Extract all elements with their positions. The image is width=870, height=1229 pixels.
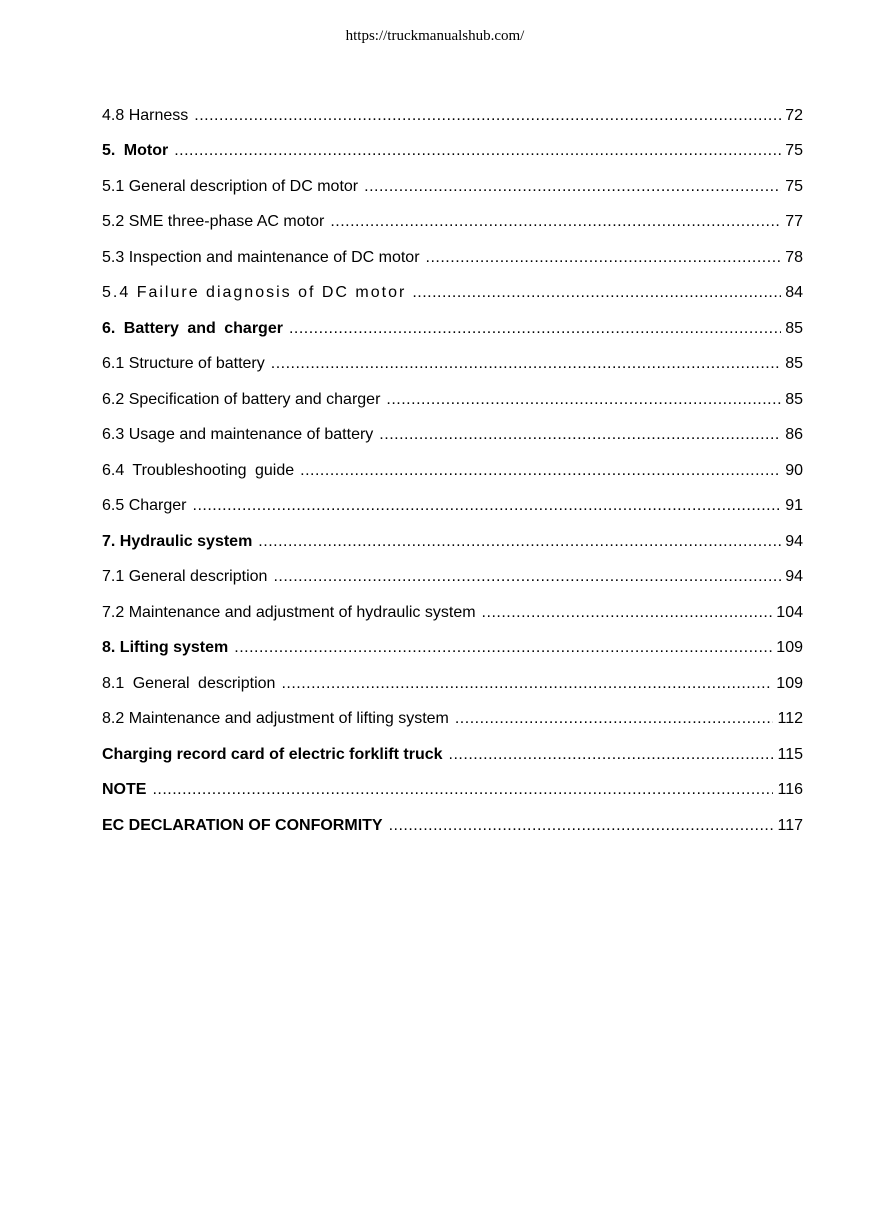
toc-entry-title: 5.4 Failure diagnosis of DC motor (102, 284, 407, 302)
toc-leader-dots (174, 141, 781, 161)
toc-entry-6-4[interactable] (102, 453, 803, 489)
toc-leader-dots (271, 354, 781, 374)
toc-leader-dots (194, 106, 781, 126)
toc-entry-title: 4.8 Harness (102, 106, 189, 124)
toc-leader-dots (364, 177, 781, 197)
toc-entry-page: 117 (777, 816, 803, 834)
toc-leader-dots (258, 532, 781, 552)
toc-entry-title: 6.3 Usage and maintenance of battery (102, 426, 374, 444)
toc-entry-title: 8. Lifting system (102, 639, 229, 657)
toc-leader-dots (412, 283, 781, 303)
toc-entry-title: 8.1 General description (102, 674, 276, 692)
toc-entry-title: 7.1 General description (102, 568, 268, 586)
toc-entry-6-5[interactable] (102, 489, 803, 525)
toc-entry-page: 85 (785, 390, 803, 408)
toc-entry-page: 109 (776, 639, 803, 657)
toc-entry-page: 91 (785, 497, 803, 515)
toc-entry-page: 94 (785, 532, 803, 550)
toc-entry-4-8[interactable] (102, 98, 803, 134)
toc-leader-dots (426, 248, 782, 268)
page-header-url: https://truckmanualshub.com/ (345, 28, 525, 44)
toc-entry-ec-declaration[interactable] (102, 808, 803, 844)
toc-entry-5-4[interactable] (102, 276, 803, 312)
toc-entry-5-1[interactable] (102, 169, 803, 205)
toc-leader-dots (281, 674, 772, 694)
toc-entry-6-3[interactable] (102, 418, 803, 454)
toc-entry-title: 6.2 Specification of battery and charger (102, 390, 381, 408)
toc-leader-dots (482, 603, 773, 623)
toc-entry-title: 6.1 Structure of battery (102, 355, 265, 373)
toc-entry-page: 75 (785, 142, 803, 160)
toc-entry-8-1[interactable] (102, 666, 803, 702)
toc-leader-dots (152, 780, 773, 800)
toc-leader-dots (193, 496, 782, 516)
toc-leader-dots (273, 567, 781, 587)
toc-entry-note[interactable] (102, 773, 803, 809)
toc-entry-6-1[interactable] (102, 347, 803, 383)
toc-leader-dots (289, 319, 781, 339)
toc-leader-dots (455, 709, 774, 729)
toc-entry-8[interactable] (102, 631, 803, 667)
toc-entry-title: 7. Hydraulic system (102, 532, 253, 550)
toc-entry-7-2[interactable] (102, 595, 803, 631)
toc-entry-page: 78 (785, 248, 803, 266)
toc-entry-page: 85 (785, 319, 803, 337)
toc-entry-title: NOTE (102, 781, 147, 799)
toc-leader-dots (449, 745, 774, 765)
toc-entry-page: 75 (785, 177, 803, 195)
toc-entry-title: 8.2 Maintenance and adjustment of lifting system (102, 710, 449, 728)
toc-entry-page: 90 (785, 461, 803, 479)
toc-leader-dots (330, 212, 781, 232)
toc-entry-page: 109 (776, 674, 803, 692)
toc-leader-dots (234, 638, 772, 658)
toc-entry-7-1[interactable] (102, 560, 803, 596)
toc-entry-page: 116 (777, 781, 803, 799)
toc-entry-page: 84 (785, 284, 803, 302)
toc-entry-page: 112 (777, 710, 803, 728)
toc-entry-5-3[interactable] (102, 240, 803, 276)
toc-entry-title: 5.1 General description of DC motor (102, 177, 359, 195)
toc-entry-8-2[interactable] (102, 702, 803, 738)
toc-leader-dots (300, 461, 781, 481)
toc-entry-6[interactable] (102, 311, 803, 347)
toc-entry-7[interactable] (102, 524, 803, 560)
toc-entry-page: 94 (785, 568, 803, 586)
toc-entry-5-2[interactable] (102, 205, 803, 241)
toc-entry-title: Charging record card of electric forklift truck (102, 745, 443, 763)
toc-entry-5[interactable] (102, 134, 803, 170)
toc-entry-page: 85 (785, 355, 803, 373)
toc-entry-title: 6.4 Troubleshooting guide (102, 461, 295, 479)
toc-entry-page: 77 (785, 213, 803, 231)
toc-entry-page: 72 (785, 106, 803, 124)
table-of-contents (102, 98, 803, 844)
toc-entry-charging-record[interactable] (102, 737, 803, 773)
toc-entry-title: 6. Battery and charger (102, 319, 283, 337)
toc-leader-dots (386, 390, 781, 410)
toc-entry-page: 86 (785, 426, 803, 444)
toc-leader-dots (379, 425, 781, 445)
toc-entry-title: 6.5 Charger (102, 497, 187, 515)
toc-entry-title: 5.3 Inspection and maintenance of DC motor (102, 248, 420, 266)
toc-entry-title: 5. Motor (102, 142, 169, 160)
toc-entry-page: 115 (777, 745, 803, 763)
toc-entry-title: 5.2 SME three-phase AC motor (102, 213, 325, 231)
toc-leader-dots (389, 816, 774, 836)
toc-entry-page: 104 (776, 603, 803, 621)
toc-entry-6-2[interactable] (102, 382, 803, 418)
toc-entry-title: 7.2 Maintenance and adjustment of hydraulic system (102, 603, 476, 621)
toc-entry-title: EC DECLARATION OF CONFORMITY (102, 816, 383, 834)
